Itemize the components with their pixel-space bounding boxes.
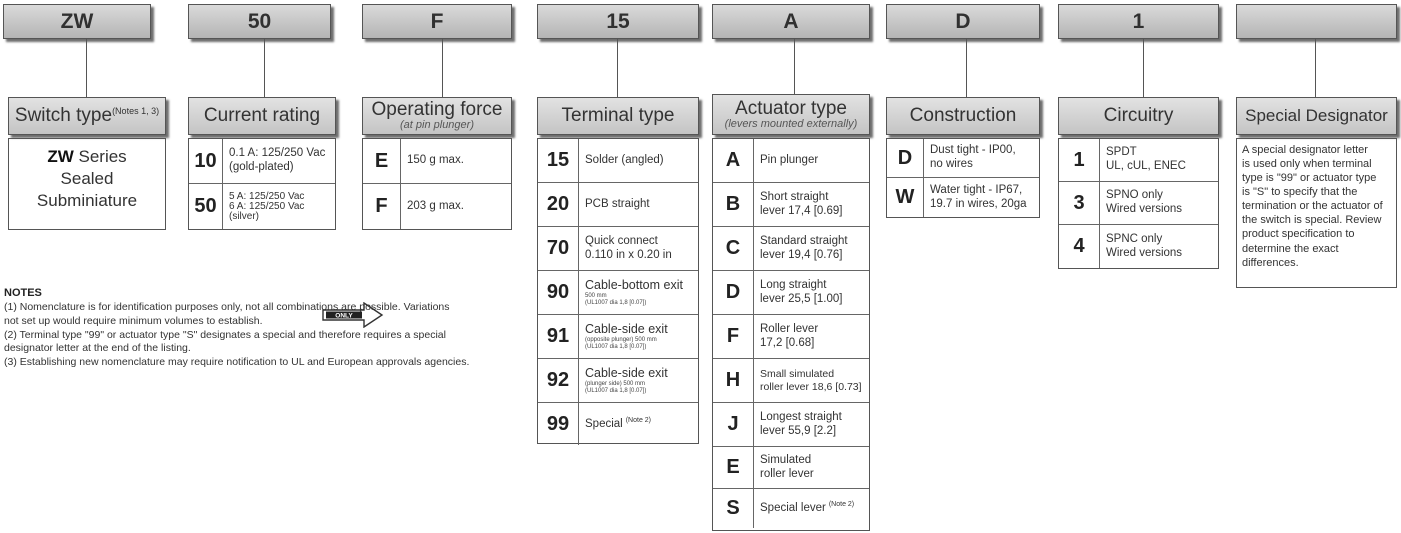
desc-line: 19.7 in wires, 20ga bbox=[930, 197, 1027, 210]
row-description bbox=[579, 271, 698, 314]
desc-line: (gold-plated) bbox=[229, 161, 294, 173]
text-line: the switch is special. Review bbox=[1242, 214, 1382, 227]
row-description bbox=[754, 403, 869, 446]
notes-title: NOTES bbox=[4, 287, 42, 299]
construction-title: Construction bbox=[909, 105, 1017, 127]
desc-line: Water tight - IP67, bbox=[930, 183, 1023, 196]
desc-line: Simulated bbox=[760, 453, 812, 466]
row-description bbox=[924, 178, 1039, 217]
row-code: 15 bbox=[538, 139, 579, 182]
text-line: type is "99" or actuator type bbox=[1242, 172, 1377, 185]
series-line-3: Subminiature bbox=[36, 191, 138, 211]
connector-line bbox=[794, 39, 795, 94]
row-description bbox=[754, 489, 869, 528]
table-row bbox=[538, 271, 698, 315]
desc-line: Longest straight bbox=[760, 410, 842, 423]
row-code: 50 bbox=[189, 184, 223, 229]
row-code: B bbox=[713, 183, 754, 226]
row-code: E bbox=[363, 139, 401, 183]
code-box-actuator-type: A bbox=[712, 4, 870, 39]
desc-line: (silver) bbox=[229, 210, 259, 222]
row-description bbox=[579, 403, 698, 445]
desc-line: 0.110 in x 0.20 in bbox=[585, 248, 672, 261]
row-description bbox=[579, 359, 698, 402]
actuator-type-header bbox=[712, 94, 870, 135]
note-line: (2) Terminal type "99" or actuator type "S" designates a special and therefore requires a special bbox=[4, 328, 446, 341]
table-row bbox=[1059, 225, 1218, 268]
row-code: 92 bbox=[538, 359, 579, 402]
desc-line: no wires bbox=[930, 158, 973, 170]
desc-small: (UL1007 dia 1,8 [0.07]) bbox=[585, 388, 647, 394]
desc-line: 5 A: 125/250 Vac bbox=[229, 190, 305, 202]
table-row bbox=[538, 139, 698, 183]
desc-line: Cable-side exit bbox=[585, 366, 668, 381]
desc-line: Long straight bbox=[760, 278, 827, 291]
row-code: 3 bbox=[1059, 182, 1100, 224]
table-row bbox=[713, 403, 869, 447]
desc-line: Wired versions bbox=[1106, 203, 1183, 215]
note-line: not set up would require minimum volumes to establish. bbox=[4, 314, 263, 327]
row-code: 10 bbox=[189, 139, 223, 183]
text-line: termination or the actuator of bbox=[1242, 200, 1383, 213]
table-row bbox=[189, 139, 335, 184]
desc-line: UL, cUL, ENEC bbox=[1106, 160, 1186, 172]
table-row bbox=[713, 227, 869, 271]
code-box-terminal-type: 15 bbox=[537, 4, 699, 39]
terminal-type-title: Terminal type bbox=[561, 105, 675, 127]
row-description bbox=[754, 183, 869, 226]
operating-force-header bbox=[362, 97, 512, 135]
note-ref: (Note 2) bbox=[828, 501, 855, 509]
row-code: 90 bbox=[538, 271, 579, 314]
terminal-type-header bbox=[537, 97, 699, 135]
code-box-special-designator bbox=[1236, 4, 1397, 39]
code-box-current-rating: 50 bbox=[188, 4, 331, 39]
table-row bbox=[189, 184, 335, 229]
terminal-type-table bbox=[537, 138, 699, 444]
table-row bbox=[713, 183, 869, 227]
table-row bbox=[713, 359, 869, 403]
desc-small: 500 mm bbox=[585, 293, 607, 300]
note-line: (3) Establishing new nomenclature may require notification to UL and European approvals agencies. bbox=[4, 355, 470, 368]
table-row bbox=[713, 447, 869, 489]
desc-line: Standard straight bbox=[760, 234, 848, 247]
series-code: ZW bbox=[47, 147, 74, 166]
desc-line: Cable-bottom exit bbox=[585, 278, 683, 293]
connector-line bbox=[617, 39, 618, 97]
row-description bbox=[754, 447, 869, 488]
row-description bbox=[579, 227, 698, 270]
note-ref: (Note 2) bbox=[625, 416, 652, 424]
row-code: E bbox=[713, 447, 754, 488]
desc-line: 6 A: 125/250 Vac bbox=[229, 200, 305, 212]
connector-line bbox=[442, 39, 443, 97]
row-description bbox=[1100, 225, 1218, 268]
row-description: 150 g max. bbox=[407, 154, 464, 167]
text-line: is "S" to specify that the bbox=[1242, 186, 1358, 199]
row-code: D bbox=[713, 271, 754, 314]
row-description bbox=[223, 139, 335, 183]
table-row bbox=[713, 139, 869, 183]
desc-line: roller lever bbox=[760, 467, 814, 480]
row-code: F bbox=[363, 184, 401, 229]
row-code: H bbox=[713, 359, 754, 402]
table-row bbox=[538, 403, 698, 445]
connector-line bbox=[966, 39, 967, 97]
circuitry-table bbox=[1058, 138, 1219, 269]
connector-line bbox=[1143, 39, 1144, 97]
row-code: 70 bbox=[538, 227, 579, 270]
row-description: Pin plunger bbox=[760, 153, 819, 166]
only-label: ONLY bbox=[335, 312, 353, 320]
table-row bbox=[538, 359, 698, 403]
connector-line bbox=[264, 39, 265, 97]
text-line: A special designator letter bbox=[1242, 144, 1368, 156]
series-line-2: Sealed bbox=[60, 169, 114, 189]
table-row bbox=[713, 489, 869, 528]
row-code: A bbox=[713, 139, 754, 182]
special-designator-title: Special Designator bbox=[1245, 106, 1388, 126]
desc-line: SPNO only bbox=[1106, 189, 1163, 202]
row-description bbox=[1100, 139, 1218, 181]
desc-line: 0.1 A: 125/250 Vac bbox=[229, 147, 326, 160]
desc-line: 17,2 [0.68] bbox=[760, 336, 815, 349]
row-code: 91 bbox=[538, 315, 579, 358]
table-row bbox=[538, 315, 698, 359]
operating-force-title: Operating force bbox=[371, 99, 503, 121]
table-row bbox=[713, 315, 869, 359]
code-box-operating-force: F bbox=[362, 4, 512, 39]
table-row bbox=[887, 139, 1039, 178]
note-line: (1) Nomenclature is for identification purposes only, not all combinations are possible. Variations bbox=[4, 301, 450, 314]
text-line: product specification to bbox=[1242, 228, 1355, 241]
row-description bbox=[223, 184, 335, 229]
current-rating-title: Current rating bbox=[203, 105, 321, 127]
row-code: J bbox=[713, 403, 754, 446]
notes-section bbox=[4, 286, 534, 370]
switch-type-note: (Notes 1, 3) bbox=[112, 106, 160, 117]
code-box-switch-type: ZW bbox=[3, 4, 151, 39]
row-description: PCB straight bbox=[585, 197, 650, 210]
row-code: W bbox=[887, 178, 924, 217]
desc-line: Special lever bbox=[760, 502, 826, 515]
code-box-construction: D bbox=[886, 4, 1040, 39]
desc-line: Special bbox=[585, 417, 623, 430]
current-rating-header bbox=[188, 97, 336, 135]
table-row bbox=[887, 178, 1039, 217]
connector-line bbox=[1315, 39, 1316, 97]
special-designator-text bbox=[1236, 138, 1397, 288]
circuitry-header bbox=[1058, 97, 1219, 135]
desc-small: (plunger side) 500 mm bbox=[585, 381, 646, 388]
operating-force-table bbox=[362, 138, 512, 230]
desc-line: Small simulated bbox=[760, 367, 835, 380]
row-code: F bbox=[713, 315, 754, 358]
row-code: C bbox=[713, 227, 754, 270]
switch-series-box bbox=[8, 138, 166, 230]
table-row bbox=[713, 271, 869, 315]
switch-type-header bbox=[8, 97, 166, 135]
desc-line: lever 55,9 [2.2] bbox=[760, 424, 837, 437]
row-description: Solder (angled) bbox=[585, 153, 664, 166]
row-code: 99 bbox=[538, 403, 579, 445]
desc-line: Cable-side exit bbox=[585, 322, 668, 337]
desc-small: (opposite plunger) 500 mm bbox=[585, 337, 657, 344]
note-line: designator letter at the end of the listing. bbox=[4, 342, 191, 355]
text-line: is used only when terminal bbox=[1242, 158, 1372, 171]
construction-header bbox=[886, 97, 1040, 135]
desc-line: Dust tight - IP00, bbox=[930, 144, 1016, 157]
desc-line: Wired versions bbox=[1106, 246, 1183, 259]
table-row bbox=[1059, 139, 1218, 182]
text-line: differences. bbox=[1242, 256, 1299, 269]
desc-line: lever 19,4 [0.76] bbox=[760, 248, 843, 261]
actuator-type-subtitle: (levers mounted externally) bbox=[724, 117, 858, 130]
desc-line: Short straight bbox=[760, 190, 829, 203]
desc-line: SPDT bbox=[1106, 146, 1137, 159]
actuator-type-table bbox=[712, 138, 870, 531]
row-description bbox=[1100, 182, 1218, 224]
desc-line: roller lever 18,6 [0.73] bbox=[760, 380, 862, 393]
construction-table bbox=[886, 138, 1040, 218]
row-code: 20 bbox=[538, 183, 579, 226]
row-code: 4 bbox=[1059, 225, 1100, 268]
desc-line: Roller lever bbox=[760, 322, 819, 335]
desc-line: lever 17,4 [0.69] bbox=[760, 204, 843, 217]
table-row bbox=[538, 227, 698, 271]
code-box-circuitry: 1 bbox=[1058, 4, 1219, 39]
table-row bbox=[363, 184, 511, 229]
actuator-type-title: Actuator type bbox=[735, 97, 847, 119]
row-description bbox=[754, 227, 869, 270]
circuitry-title: Circuitry bbox=[1103, 105, 1174, 127]
table-row bbox=[538, 183, 698, 227]
current-rating-table bbox=[188, 138, 336, 230]
table-row bbox=[1059, 182, 1218, 225]
desc-line: SPNC only bbox=[1106, 232, 1163, 245]
text-line: determine the exact bbox=[1242, 242, 1339, 255]
table-row bbox=[363, 139, 511, 184]
row-description bbox=[754, 271, 869, 314]
desc-line: lever 25,5 [1.00] bbox=[760, 292, 843, 305]
row-description: 203 g max. bbox=[407, 199, 464, 212]
series-word: Series bbox=[78, 147, 127, 166]
desc-small: (UL1007 dia 1,8 [0.07]) bbox=[585, 300, 647, 306]
row-code: D bbox=[887, 139, 924, 177]
row-code: S bbox=[713, 489, 754, 528]
row-code: 1 bbox=[1059, 139, 1100, 181]
operating-force-subtitle: (at pin plunger) bbox=[400, 119, 474, 132]
desc-small: (UL1007 dia 1,8 [0.07]) bbox=[585, 344, 647, 350]
row-description bbox=[579, 315, 698, 358]
connector-line bbox=[86, 39, 87, 97]
special-designator-header bbox=[1236, 97, 1397, 135]
row-description bbox=[924, 139, 1039, 177]
row-description bbox=[754, 315, 869, 358]
row-description bbox=[754, 359, 869, 402]
desc-line: Quick connect bbox=[585, 234, 658, 247]
switch-type-title: Switch type bbox=[14, 105, 113, 127]
